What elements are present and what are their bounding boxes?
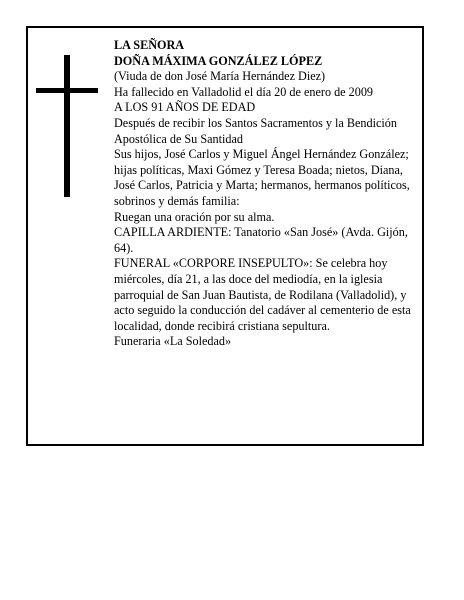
- widow-note: (Viuda de don José María Hernández Diez): [114, 69, 326, 84]
- sacraments-paragraph: Después de recibir los Santos Sacramentos y la Bendición Apostólica de Su Santidad: [114, 115, 397, 146]
- death-statement: Ha fallecido en Valladolid el día 20 de enero de 2009: [114, 84, 374, 99]
- notice-text: [114, 38, 414, 350]
- cross-icon: [36, 55, 98, 197]
- funeral-home: Funeraria «La Soledad»: [114, 334, 232, 349]
- family-paragraph: Sus hijos, José Carlos y Miguel Ángel Hernández González; hijas políticas, Maxi Gómez y Teresa Boada; nietos, Diana, José Carlos, Patricia y Marta; hermanos, hermanos políticos, sobrinos y demás familia:: [114, 147, 410, 208]
- funeral-paragraph: FUNERAL «CORPORE INSEPULTO»: Se celebra hoy miércoles, día 21, a las doce del mediodía, en la iglesia parroquial de San Juan Bautista, de Rodilana (Valladolid), y acto seguido la conducción del cadáver al cementerio de esta localidad, donde recibirá cristiana sepultura.: [114, 256, 411, 333]
- cross-horizontal-bar: [36, 88, 98, 93]
- deceased-name: DOÑA MÁXIMA GONZÁLEZ LÓPEZ: [114, 53, 323, 68]
- prayer-request: Ruegan una oración por su alma.: [114, 209, 275, 224]
- cross-vertical-bar: [64, 55, 70, 197]
- chapel-paragraph: CAPILLA ARDIENTE: Tanatorio «San José» (Avda. Gijón, 64).: [114, 225, 408, 255]
- age-statement: A LOS 91 AÑOS DE EDAD: [114, 100, 256, 115]
- notice-title: LA SEÑORA: [114, 38, 185, 52]
